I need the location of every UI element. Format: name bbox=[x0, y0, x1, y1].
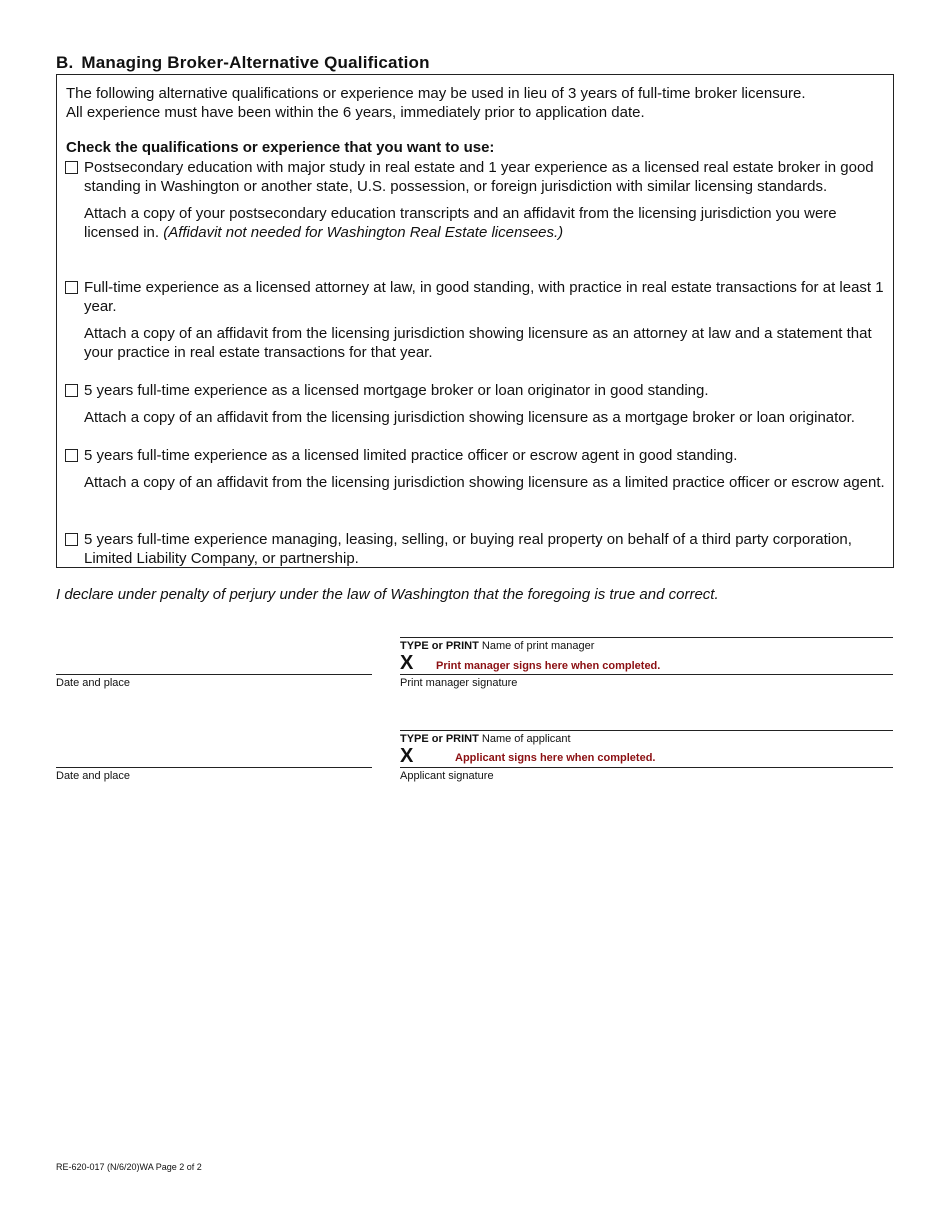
manager-sign-hint: Print manager signs here when completed. bbox=[436, 660, 661, 672]
manager-signature-line[interactable] bbox=[400, 674, 893, 675]
x-mark-icon: X bbox=[400, 745, 414, 767]
qualifications-box bbox=[56, 74, 894, 568]
qualification-item bbox=[65, 446, 885, 492]
intro-line-2: All experience must have been within the 6 years, immediately prior to application date. bbox=[66, 104, 645, 121]
qualification-text: Full-time experience as a licensed attorney at law, in good standing, with practice in real estate transactions for at least 1 year. bbox=[84, 279, 884, 315]
qualification-checkbox-postsecondary[interactable] bbox=[65, 161, 78, 174]
qualification-item bbox=[65, 278, 885, 362]
type-or-print-label: TYPE or PRINT bbox=[400, 640, 479, 652]
attach-text: Attach a copy of an affidavit from the licensing jurisdiction showing licensure as a mortgage broker or loan originator. bbox=[84, 409, 855, 426]
applicant-signature-line[interactable] bbox=[400, 767, 893, 768]
qualification-item bbox=[65, 530, 885, 568]
type-or-print-label: TYPE or PRINT bbox=[400, 733, 479, 745]
qualification-item bbox=[65, 381, 885, 427]
qualification-checkbox-attorney[interactable] bbox=[65, 281, 78, 294]
qualification-checkbox-escrow[interactable] bbox=[65, 449, 78, 462]
name-label: Name of print manager bbox=[481, 640, 595, 652]
applicant-date-label: Date and place bbox=[56, 770, 130, 782]
applicant-name-line[interactable] bbox=[400, 730, 893, 731]
intro-line-1: The following alternative qualifications or experience may be used in lieu of 3 years of full-time broker licensure. bbox=[66, 85, 806, 102]
attach-note: (Affidavit not needed for Washington Real Estate licensees.) bbox=[163, 224, 564, 241]
intro-text bbox=[66, 84, 806, 122]
qualification-text: 5 years full-time experience as a licensed mortgage broker or loan originator in good standing. bbox=[84, 382, 709, 399]
declaration: I declare under penalty of perjury under the law of Washington that the foregoing is true and correct. bbox=[56, 586, 719, 603]
applicant-signature-label: Applicant signature bbox=[400, 770, 494, 782]
qualification-checkbox-property[interactable] bbox=[65, 533, 78, 546]
qualification-checkbox-mortgage[interactable] bbox=[65, 384, 78, 397]
applicant-sign-hint: Applicant signs here when completed. bbox=[455, 752, 656, 764]
section-title bbox=[56, 53, 430, 73]
form-footer: RE-620-017 (N/6/20)WA Page 2 of 2 bbox=[56, 1162, 202, 1172]
attach-text: Attach a copy of an affidavit from the licensing jurisdiction showing licensure as a limited practice officer or escrow agent. bbox=[84, 474, 885, 491]
section-letter: B. bbox=[56, 53, 74, 72]
attach-instructions bbox=[84, 204, 885, 242]
manager-signature-label: Print manager signature bbox=[400, 677, 518, 689]
qualification-text: 5 years full-time experience managing, leasing, selling, or buying real property on behalf of a third party corporation, Limited Liability Company, or partnership. bbox=[84, 531, 852, 567]
manager-name-line[interactable] bbox=[400, 637, 893, 638]
manager-date-line[interactable] bbox=[56, 674, 372, 675]
applicant-date-line[interactable] bbox=[56, 767, 372, 768]
applicant-name-label bbox=[400, 733, 571, 745]
attach-text: Attach a copy of your postsecondary education transcripts and an affidavit from the licensing jurisdiction you were licensed in. bbox=[84, 205, 837, 241]
qualification-text: 5 years full-time experience as a licensed limited practice officer or escrow agent in good standing. bbox=[84, 447, 738, 464]
check-heading: Check the qualifications or experience that you want to use: bbox=[66, 139, 495, 156]
qualification-text: Postsecondary education with major study in real estate and 1 year experience as a licensed real estate broker in good standing in Washington or another state, U.S. possession, or foreign jurisdiction with similar licensing standards. bbox=[84, 159, 874, 195]
manager-date-label: Date and place bbox=[56, 677, 130, 689]
section-heading: Managing Broker-Alternative Qualification bbox=[81, 53, 430, 72]
manager-name-label bbox=[400, 640, 594, 652]
name-label: Name of applicant bbox=[481, 733, 571, 745]
qualification-item bbox=[65, 158, 885, 242]
attach-text: Attach a copy of an affidavit from the licensing jurisdiction showing licensure as an attorney at law and a statement that your practice in real estate transactions for that year. bbox=[84, 325, 872, 361]
x-mark-icon: X bbox=[400, 652, 414, 674]
